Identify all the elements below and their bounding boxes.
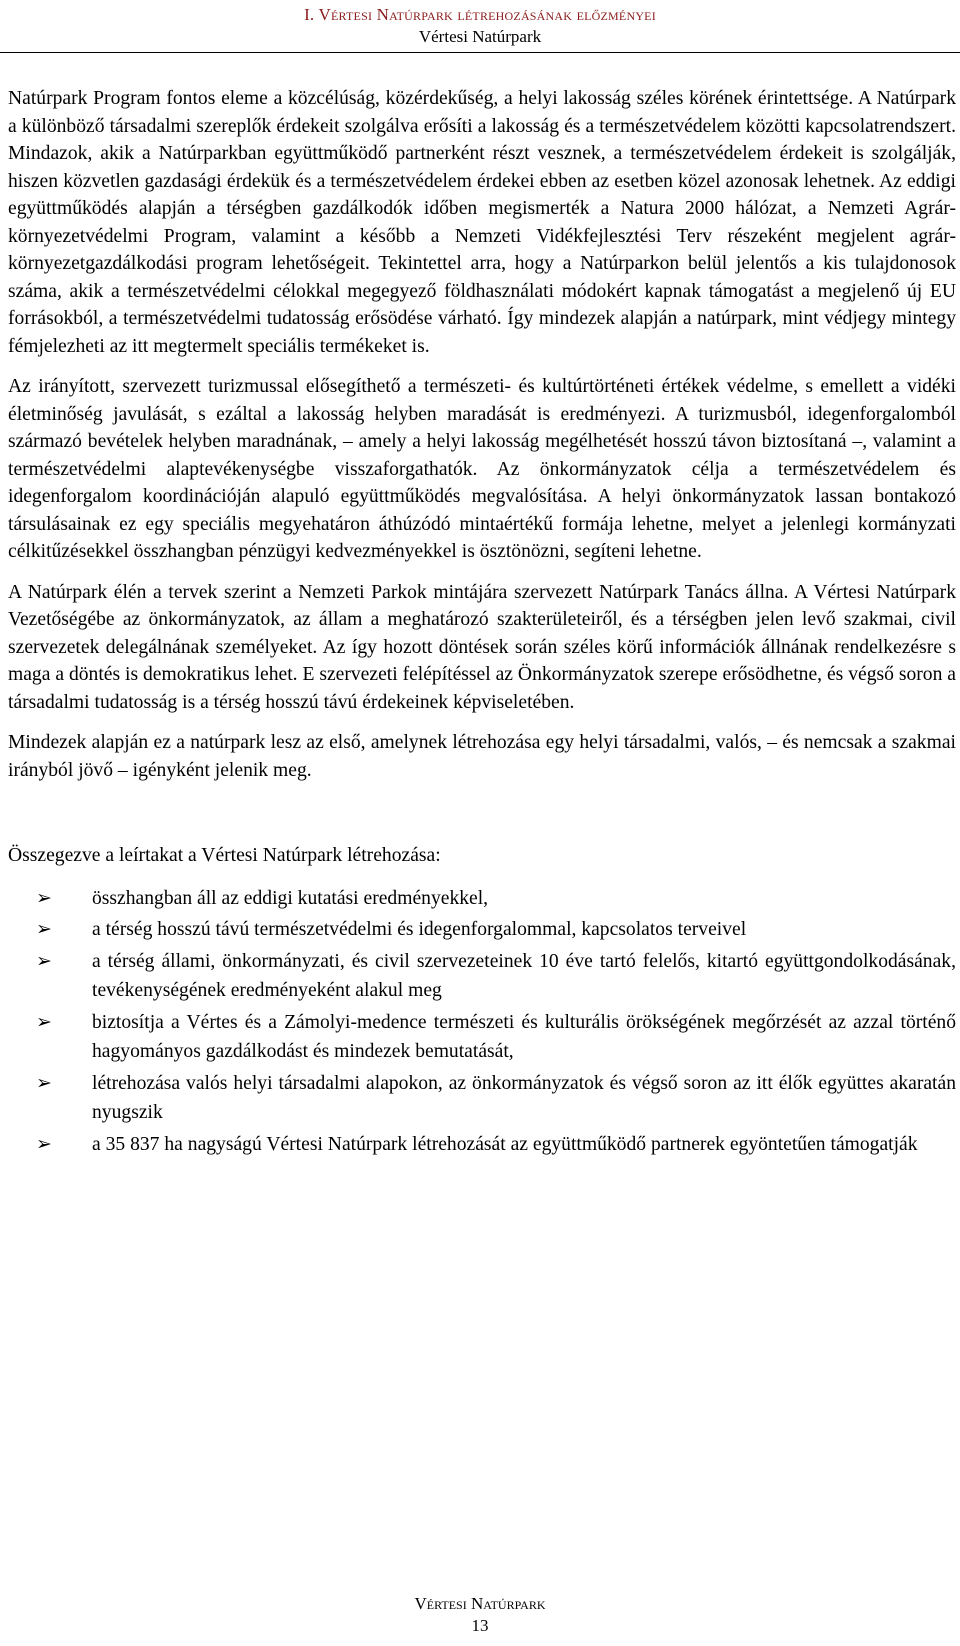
arrowhead-bullet-icon: ➢ — [36, 886, 52, 909]
list-item-text: létrehozása valós helyi társadalmi alapokon, az önkormányzatok és végső soron az itt élők együttes akaratán nyugszik — [92, 1072, 956, 1123]
body-text — [8, 85, 956, 1161]
paragraph-4: Mindezek alapján ez a natúrpark lesz az első, amelynek létrehozása egy helyi társadalmi, valós, – és nemcsak a szakmai irányból jövő – igényként jelenik meg. — [8, 732, 956, 781]
list-item — [8, 884, 956, 914]
list-item — [8, 1069, 956, 1128]
paragraph-3: A Natúrpark élén a tervek szerint a Nemzeti Parkok mintájára szervezett Natúrpark Tanács állna. A Vértesi Natúrpark Vezetőségébe az önkormányzatok, az állam a meghatározó szakterületeiről, és a térségben jelen levő szakmai, civil szervezetek delegálnának személyeket. Az így hozott döntések során széles körű információk állnának rendelkezésre s maga a döntés is demokratikus lehet. E szervezeti felépítéssel az Önkormányzatok szerepe erősödhetne, és végső soron a társadalmi tudatosság is a térség hosszú távú érdekeinek képviseletében. — [8, 581, 956, 713]
summary-intro: Összegezve a leírtakat a Vértesi Natúrpark létrehozása: — [8, 845, 441, 866]
list-item-text: a térség hosszú távú természetvédelmi és idegenforgalommal, kapcsolatos terveivel — [92, 919, 747, 940]
arrowhead-bullet-icon: ➢ — [36, 1071, 52, 1094]
paragraph-2: Az irányított, szervezett turizmussal elősegíthető a természeti- és kultúrtörténeti értékek védelme, s emellett a vidéki életminőség javulását, s ezáltal a lakosság helyben maradását is eredményezi. A turizmusból, idegenforgalomból származó bevételek helyben maradnának, – amely a helyi lakosság megélhetését hosszú távon biztosítaná –, valamint a természetvédelmi alaptevékenységbe visszaforgathatók. Az önkormányzatok célja a természetvédelem és idegenforgalom koordinációján alapuló együttműködés megvalósítása. A helyi önkormányzatok lassan bontakozó társulásainak ez egy speciális megyehatáron áthúzódó mintaértékű formája lehetne, melyet a jelenlegi kormányzati célkitűzésekkel összhangban pénzügyi kedvezményekkel is ösztönözni, segíteni lehetne. — [8, 376, 956, 562]
running-header — [0, 0, 960, 53]
chapter-title: I. Vértesi Natúrpark létrehozásának előzményei — [304, 5, 656, 24]
paragraph-1: Natúrpark Program fontos eleme a közcélúság, közérdekűség, a helyi lakosság széles körének érintettsége. A Natúrpark a különböző társadalmi szereplők érdekeit szolgálva erősíti a lakosság és a természetvédelem közötti kapcsolatrendszert. Mindazok, akik a Natúrparkban együttműködő partnerként részt vesznek, a természetvédelem érdekeit is szolgálják, hiszen közvetlen gazdasági érdekük és a természetvédelem érdekei ebben az esetben közel azonosak lehetnek. Az eddigi együttműködés alapján a térségben gazdálkodók időben megismerték a Natura 2000 hálózat, a Nemzeti Agrár-környezetvédelmi Program, valamint a később a Nemzeti Vidékfejlesztési Terv részeként megjelent agrár-környezetgazdálkodási program lehetőségeit. Tekintettel arra, hogy a Natúrparkon belül jelentős a kis tulajdonosok száma, akik a természetvédelmi célokkal megegyező földhasználati módokért kapnak támogatást a megjelenő új EU forrásokból, a természetvédelmi tudatosság erősödése várható. Így mindezek alapján a natúrpark, mint védjegy mintegy fémjelezheti az itt megtermelt speciális termékeket is. — [8, 88, 956, 357]
page-number: 13 — [471, 1616, 489, 1635]
footer-title: Vértesi Natúrpark — [414, 1594, 546, 1613]
list-item — [8, 947, 956, 1006]
list-item — [8, 915, 956, 945]
list-item-text: a térség állami, önkormányzati, és civil szervezeteinek 10 éve tartó felelős, kitartó együttgondolkodásának, tevékenységének eredményeként alakul meg — [92, 950, 956, 1001]
arrowhead-bullet-icon: ➢ — [36, 1010, 52, 1033]
list-item-text: biztosítja a Vértes és a Zámolyi-medence természeti és kulturális örökségének megőrzését az azzal történő hagyományos gazdálkodást és mindezek bemutatását, — [92, 1011, 956, 1062]
list-item-text: összhangban áll az eddigi kutatási eredményekkel, — [92, 887, 489, 909]
summary-list — [8, 884, 956, 1160]
header-subtitle: Vértesi Natúrpark — [418, 27, 542, 46]
list-item — [8, 1008, 956, 1067]
page-footer — [0, 1593, 960, 1637]
list-item-text: a 35 837 ha nagyságú Vértesi Natúrpark létrehozását az együttműködő partnerek egyöntetűen támogatják — [92, 1133, 918, 1155]
list-item — [8, 1130, 956, 1160]
arrowhead-bullet-icon: ➢ — [36, 918, 52, 940]
arrowhead-bullet-icon: ➢ — [36, 949, 52, 972]
arrowhead-bullet-icon: ➢ — [36, 1132, 52, 1155]
